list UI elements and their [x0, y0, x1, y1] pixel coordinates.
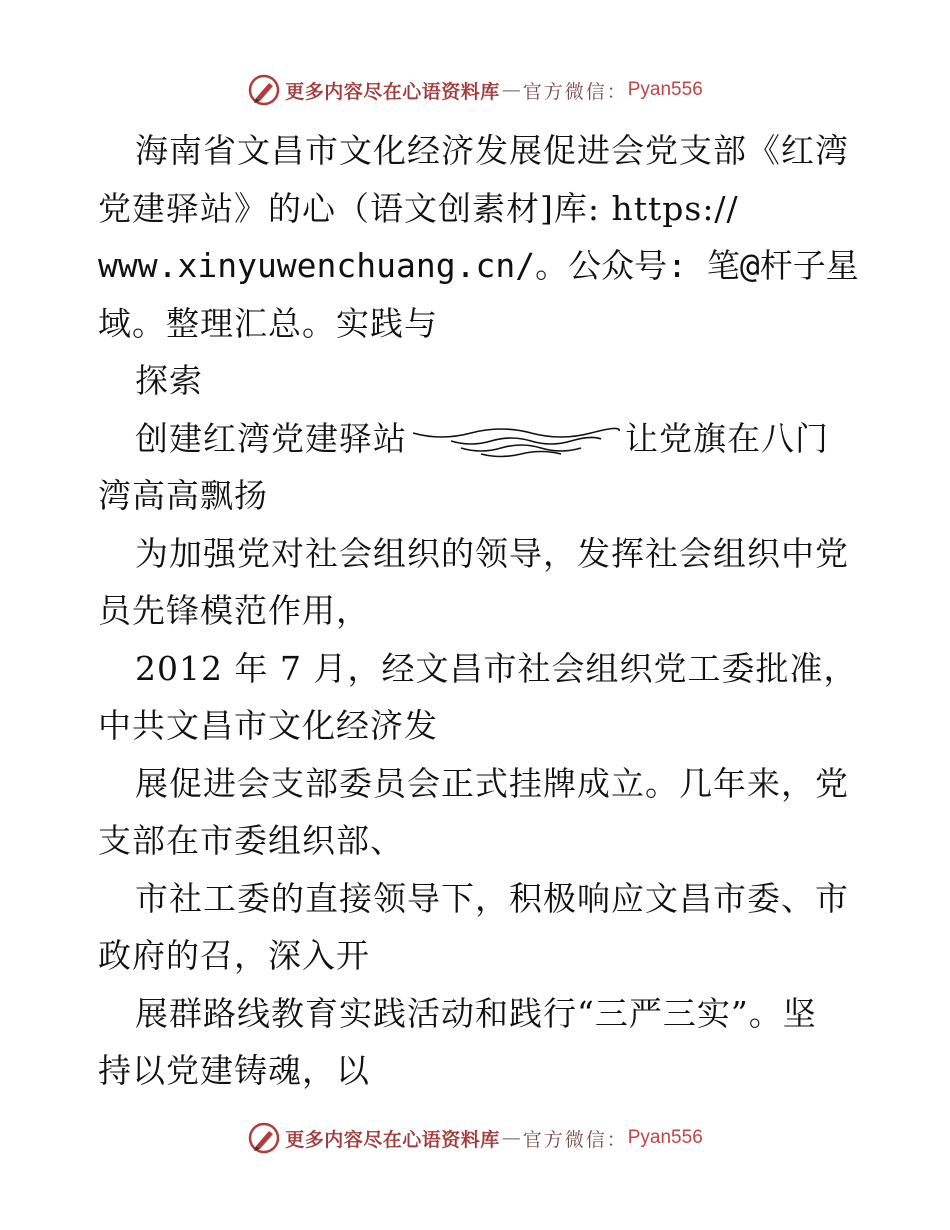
paragraph-line: 支部在市委组织部、: [98, 821, 404, 860]
heading-text-right: 让党旗在八门: [625, 418, 829, 458]
paragraph-line: 员先锋模范作用，: [98, 591, 370, 630]
banner-wechat-id: Pyan556: [627, 79, 703, 100]
text-segment: 党建驿站》的心（语文创素材]库: https://: [98, 188, 739, 228]
heading-text-left: 创建红湾党建驿站: [135, 418, 407, 458]
pen-logo-icon: [247, 1121, 281, 1155]
banner-official-label: 官方微信：: [522, 80, 628, 103]
paragraph-line: 中共文昌市文化经济发: [98, 706, 438, 745]
paragraph-line: 域。整理汇总。实践与: [98, 303, 438, 343]
paragraph-line: 2012 年 7 月，经文昌市社会组织党工委批准，: [135, 648, 858, 688]
paragraph-line: 展促进会支部委员会正式挂牌成立。几年来，党: [135, 763, 849, 803]
banner-official-label: 官方微信：: [522, 1128, 628, 1151]
banner-main-text: 更多内容尽在心语资料库: [285, 80, 500, 103]
header-banner: [0, 70, 950, 110]
banner-dash: —: [501, 1127, 521, 1149]
banner-wechat-id: Pyan556: [627, 1127, 703, 1148]
banner-dash: —: [501, 79, 521, 101]
paragraph-line: 展群路线教育实践活动和践行“三严三实”。坚: [135, 993, 817, 1033]
document-body: [98, 122, 858, 1100]
paragraph-line: www.xinyuwenchuang.cn/。公众号: 笔@杆子星: [98, 246, 859, 285]
paragraph-line: [98, 180, 858, 238]
paragraph-line: 为加强党对社会组织的领导，发挥社会组织中党: [135, 533, 849, 573]
paragraph-line: 持以党建铸魂，以: [98, 1051, 370, 1090]
pen-logo-icon: [247, 73, 281, 107]
paragraph-line: 探索: [135, 361, 203, 400]
paragraph-line: 海南省文昌市文化经济发展促进会党支部《红湾: [135, 131, 849, 170]
banner-main-text: 更多内容尽在心语资料库: [285, 1128, 500, 1151]
paragraph-line: 政府的召，深入开: [98, 936, 370, 975]
wave-divider-icon: [411, 421, 621, 461]
paragraph-line: [98, 410, 858, 468]
footer-banner: [0, 1118, 950, 1158]
paragraph-line: 市社工委的直接领导下，积极响应文昌市委、市: [135, 878, 849, 918]
paragraph-line: 湾高高飘扬: [98, 476, 268, 515]
